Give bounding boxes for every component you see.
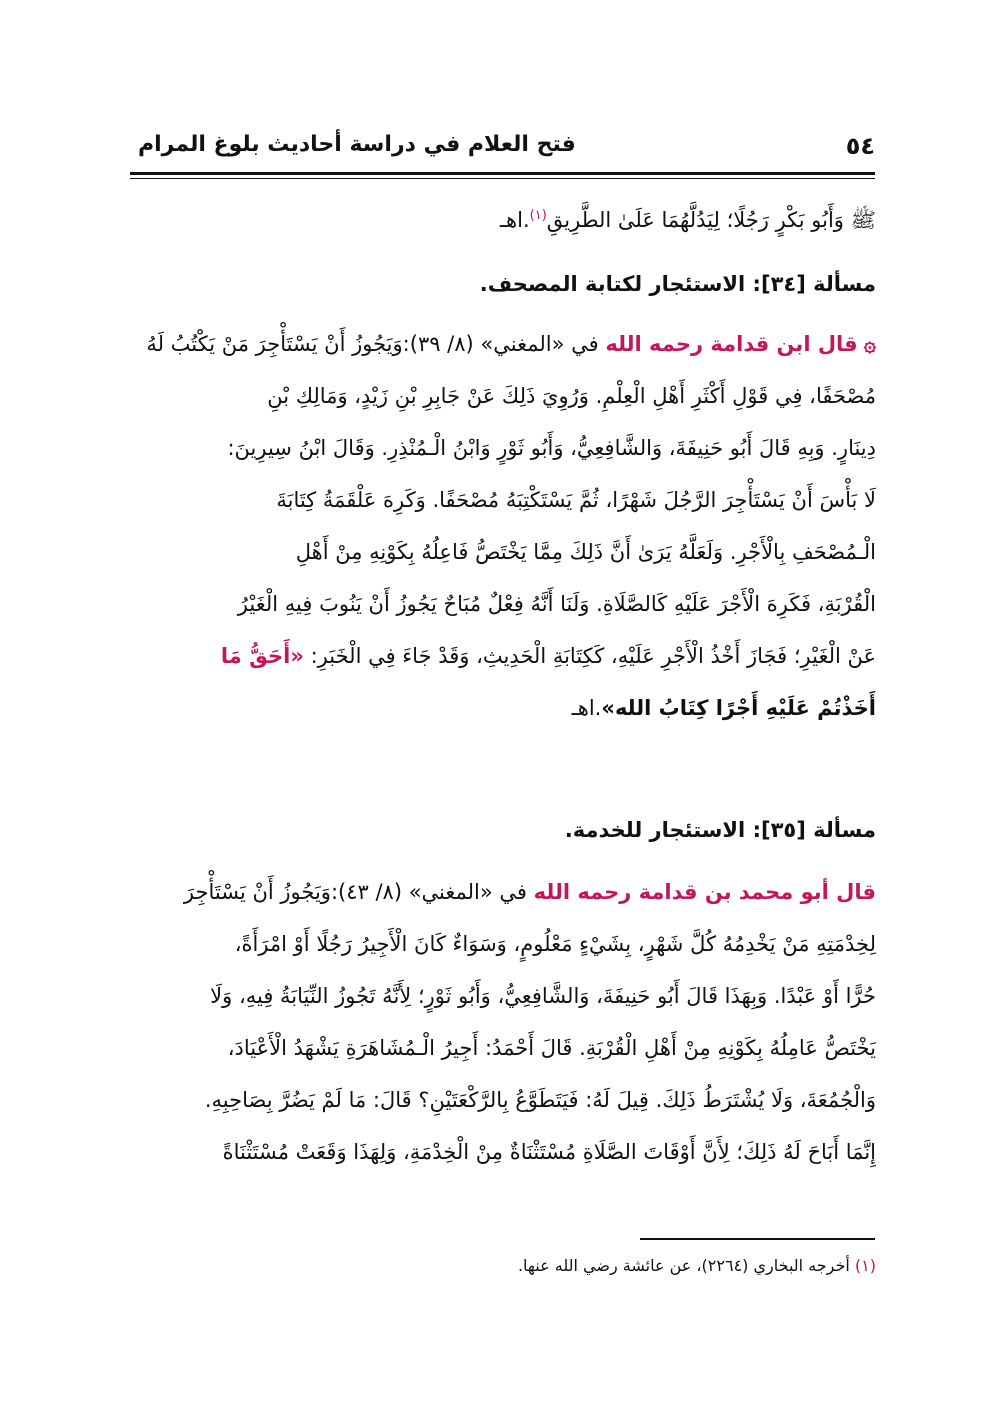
- section-34-text: وَيَجُوزُ أَنْ يَسْتَأْجِرَ مَنْ يَكْتُبُ لَهُ: [146, 332, 403, 356]
- footnote-rule: [640, 1238, 875, 1240]
- page-number: ٥٤: [845, 132, 875, 160]
- section-35-line-6: إِنَّمَا أَبَاحَ لَهُ ذَلِكَ؛ لِأَنَّ أَوْقَاتَ الصَّلَاةِ مُسْتَثْنَاةٌ مِنْ الْخِدْمَةِ، وَلِهَذَا وَقَعَتْ مُسْتَثْنَاةً: [222, 1140, 876, 1164]
- section-35-lead: قال أبو محمد بن قدامة رحمه الله: [533, 880, 876, 904]
- section-34-source: في «المغني» (٨/ ٣٩):: [402, 332, 606, 356]
- header-rule-thin: [130, 178, 875, 179]
- hadith-quote-start: «أَحَقُّ مَا: [220, 644, 304, 668]
- section-34-line-4: لَا بَأْسَ أَنْ يَسْتَأْجِرَ الرَّجُلَ شَهْرًا، ثُمَّ يَسْتَكْتِبَهُ مُصْحَفًا. وَكَرِهَ عَلْقَمَةُ كِتَابَةَ: [276, 488, 876, 512]
- section-35-line-5: وَالْجُمُعَةَ، وَلَا يُشْتَرَطُ ذَلِكَ. قِيلَ لَهُ: فَيَتَطَوَّعُ بِالرَّكْعَتَيْنِ؟ قَالَ: مَا لَمْ يَضُرَّ بِصَاحِبِهِ.: [204, 1088, 876, 1112]
- continuation-paragraph: [128, 190, 876, 242]
- section-34-text-7: عَنْ الْغَيْرِ؛ فَجَازَ أَخْذُ الْأَجْرِ عَلَيْهِ، كَكِتَابَةِ الْحَدِيثِ، وَقَدْ جَاءَ فِي الْخَبَرِ:: [310, 644, 876, 668]
- hadith-quote-end: أَخَذْتُمْ عَلَيْهِ أَجْرًا كِتَابُ الله»: [601, 696, 876, 720]
- section-34-paragraph: [128, 318, 876, 734]
- section-34-line-1: [128, 318, 876, 370]
- running-title: فتح العلام في دراسة أحاديث بلوغ المرام: [138, 132, 576, 157]
- section-34-line-3: دِينَارٍ. وَبِهِ قَالَ أَبُو حَنِيفَةَ، وَالشَّافِعِيُّ، وَأَبُو ثَوْرٍ وَابْنُ الْـمُنْذِرِ. وَقَالَ ابْنُ سِيرِينَ:: [227, 436, 876, 460]
- section-35-paragraph: [128, 866, 876, 1178]
- footnote-marker: (١): [854, 1256, 876, 1275]
- section-35-source: في «المغني» (٨/ ٤٣):: [330, 880, 534, 904]
- section-35-line-1: [128, 866, 876, 918]
- section-34-line-6: الْقُرْبَةِ، فَكَرِهَ الْأَجْرَ عَلَيْهِ كَالصَّلَاةِ. وَلَنَا أَنَّهُ فِعْلٌ مُبَاحٌ يَجُوزُ أَنْ يَنُوبَ فِيهِ الْغَيْرُ: [237, 592, 876, 616]
- section-34-line-7: [128, 630, 876, 682]
- continuation-text: ﷺ وَأَبُو بَكْرٍ رَجُلًا؛ لِيَدُلَّهُمَا عَلَىٰ الطَّرِيقِ: [546, 208, 876, 232]
- section-34-line-8: [128, 682, 876, 734]
- section-35-line-2: لِخِدْمَتِهِ مَنْ يَخْدِمُهُ كُلَّ شَهْرٍ، بِشَيْءٍ مَعْلُومٍ، وَسَوَاءٌ كَانَ الْأَجِيرُ رَجُلًا أَوْ امْرَأَةً،: [234, 932, 876, 956]
- continuation-line: [128, 190, 876, 242]
- star-ornament-icon: ۞: [863, 332, 876, 356]
- footnote-reference: (١): [529, 208, 547, 223]
- section-34-line-2: مُصْحَفًا، فِي قَوْلِ أَكْثَرِ أَهْلِ الْعِلْمِ. وَرُوِيَ ذَلِكَ عَنْ جَابِرِ بْنِ زَيْدٍ، وَمَالِكِ بْنِ: [267, 384, 876, 408]
- footnote-text: أخرجه البخاري (٢٢٦٤)، عن عائشة رضي الله عنها.: [517, 1256, 855, 1275]
- section-35-line-3: حُرًّا أَوْ عَبْدًا. وَبِهَذَا قَالَ أَبُو حَنِيفَةَ، وَالشَّافِعِيُّ، وَأَبُو ثَوْرٍ؛ لِأَنَّهُ تَجُوزُ النِّيَابَةُ فِيهِ، وَلَا: [210, 984, 876, 1008]
- section-35-text: وَيَجُوزُ أَنْ يَسْتَأْجِرَ: [183, 880, 331, 904]
- section-34-lead: قال ابن قدامة رحمه الله: [605, 332, 858, 356]
- header-rule-thick: [130, 172, 875, 175]
- page-header: [130, 128, 875, 168]
- section-34-end: .اهـ: [571, 696, 602, 720]
- section-35-line-4: يَخْتَصُّ عَامِلُهُ بِكَوْنِهِ مِنْ أَهْلِ الْقُرْبَةِ. قَالَ أَحْمَدُ: أَجِيرُ الْـمُشَاهَرَةِ يَشْهَدُ الْأَعْيَادَ،: [227, 1036, 876, 1060]
- section-34-line-5: الْـمُصْحَفِ بِالْأَجْرِ. وَلَعَلَّهُ يَرَىٰ أَنَّ ذَلِكَ مِمَّا يَخْتَصُّ فَاعِلُهُ بِكَوْنِهِ مِنْ أَهْلِ: [295, 540, 876, 564]
- section-34-heading: مسألة [٣٤]: الاستئجار لكتابة المصحف.: [479, 272, 876, 296]
- section-35-heading: مسألة [٣٥]: الاستئجار للخدمة.: [564, 818, 876, 842]
- continuation-end: .اهـ: [499, 208, 530, 232]
- footnote: [128, 1256, 876, 1275]
